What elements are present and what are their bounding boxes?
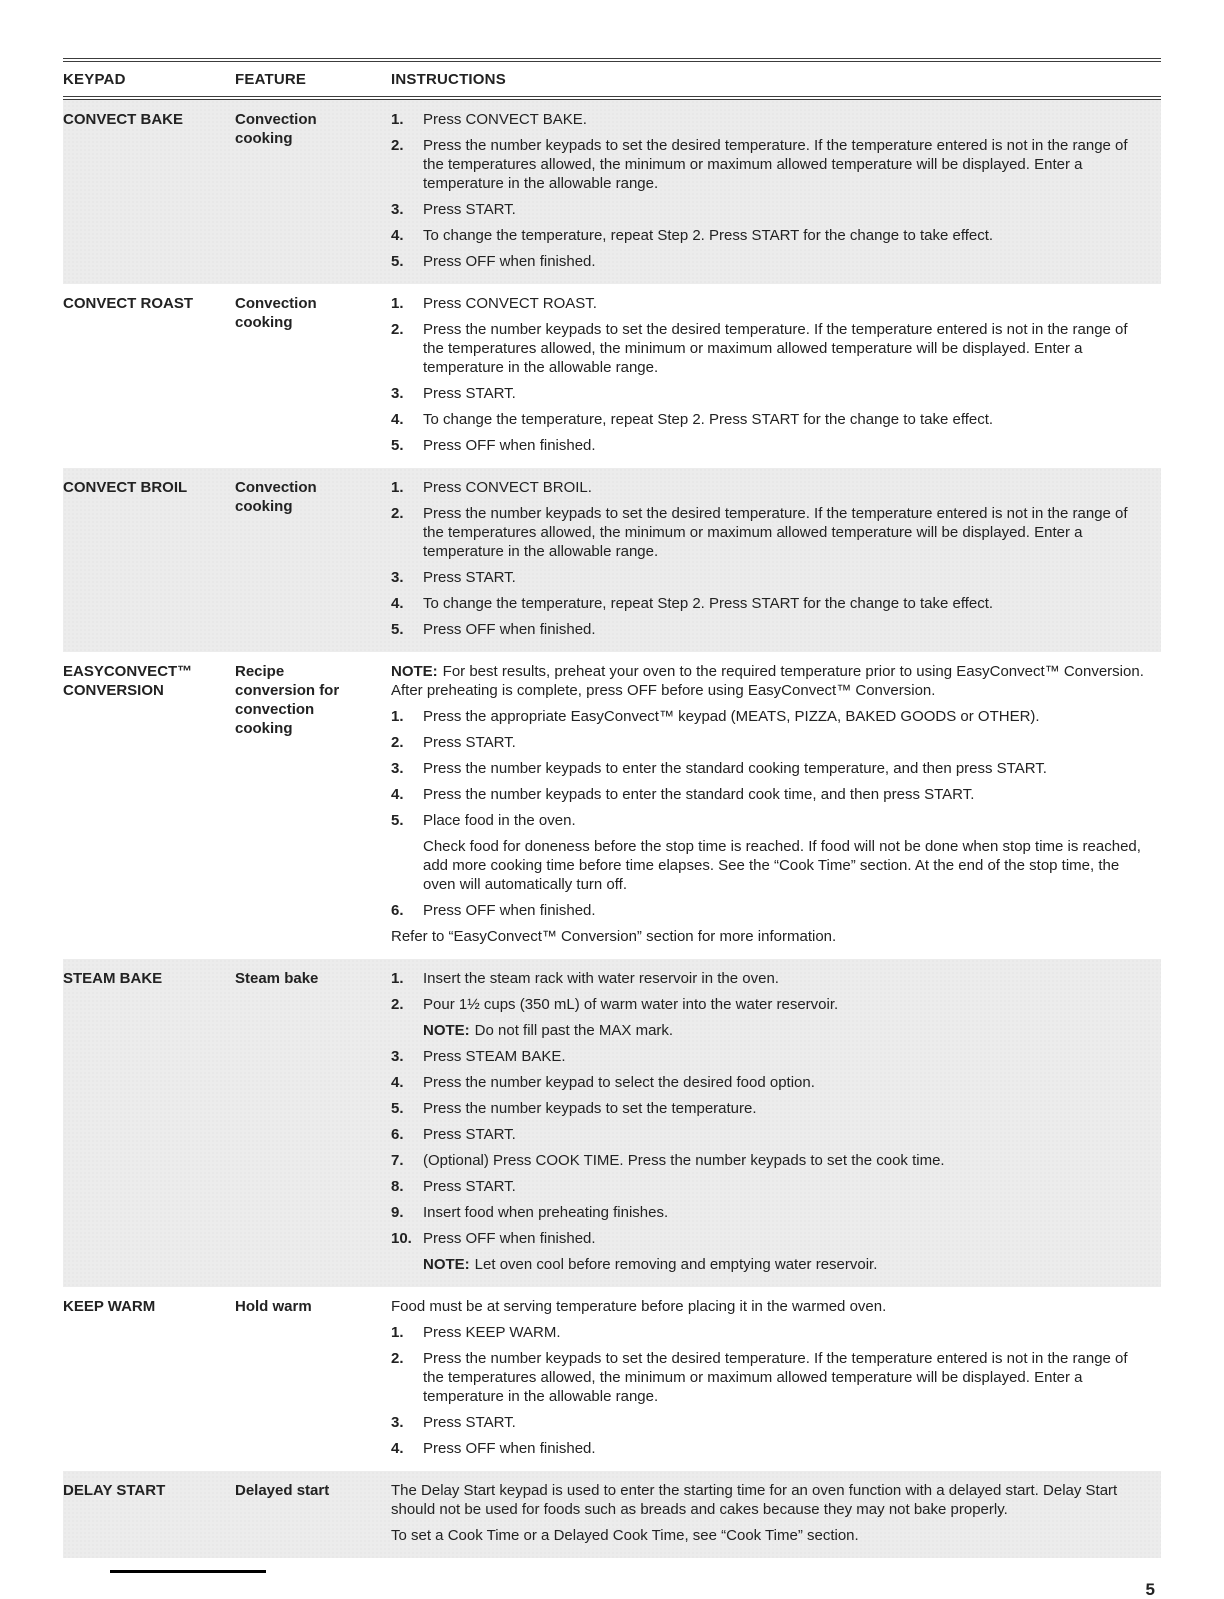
- step-text: Press the number keypads to set the desired temperature. If the temperature entered is not in the range of the temperatures allowed, the minimum or maximum allowed temperature will be displayed. Enter a temperature in the allowable range.: [423, 137, 1128, 192]
- keypad-cell: DELAY START: [63, 1482, 166, 1499]
- step-body: [423, 252, 596, 271]
- table-row: [63, 652, 1161, 959]
- instruction-item: [391, 733, 1151, 752]
- note-label: NOTE:: [423, 1256, 470, 1273]
- instruction-item: [391, 436, 1151, 455]
- step-number: 3.: [391, 1048, 404, 1065]
- step-text: Press OFF when finished.: [423, 902, 596, 919]
- step-body: [423, 1047, 566, 1066]
- step-text: Press the number keypad to select the desired food option.: [423, 1074, 815, 1091]
- instruction-item: [391, 568, 1151, 587]
- instruction-item: [391, 1229, 1151, 1248]
- step-text: To set a Cook Time or a Delayed Cook Time, see “Cook Time” section.: [391, 1527, 859, 1544]
- step-body: [423, 1177, 516, 1196]
- note-label: NOTE:: [391, 663, 438, 680]
- instruction-item: [391, 1047, 1151, 1066]
- step-body: [423, 1099, 757, 1118]
- step-body: [391, 1526, 859, 1545]
- step-number: 2.: [391, 1350, 404, 1367]
- step-text: Press CONVECT ROAST.: [423, 295, 597, 312]
- step-text: Press OFF when finished.: [423, 621, 596, 638]
- instruction-item: [391, 1203, 1151, 1222]
- step-number: 4.: [391, 786, 404, 803]
- step-text: Let oven cool before removing and emptying water reservoir.: [474, 1256, 878, 1273]
- step-text: Press START.: [423, 1414, 516, 1431]
- step-number: 4.: [391, 1074, 404, 1091]
- instruction-item: [391, 785, 1151, 804]
- step-body: [423, 901, 596, 920]
- instruction-item: [391, 1323, 1151, 1342]
- step-number: 4.: [391, 227, 404, 244]
- step-text: Place food in the oven.: [423, 812, 576, 829]
- instruction-item: [391, 759, 1151, 778]
- step-text: Food must be at serving temperature before placing it in the warmed oven.: [391, 1298, 887, 1315]
- step-number: 3.: [391, 760, 404, 777]
- step-number: 7.: [391, 1152, 404, 1169]
- step-number: 3.: [391, 201, 404, 218]
- table-row: [63, 100, 1161, 284]
- step-text: To change the temperature, repeat Step 2. Press START for the change to take effect.: [423, 227, 994, 244]
- step-number: 1.: [391, 295, 404, 312]
- table-row: [63, 959, 1161, 1287]
- step-body: [423, 320, 1151, 377]
- instruction-item: [391, 1297, 1151, 1316]
- step-body: [423, 620, 596, 639]
- keypad-cell: STEAM BAKE: [63, 970, 163, 987]
- step-text: Press CONVECT BAKE.: [423, 111, 587, 128]
- step-body: [423, 1021, 673, 1040]
- feature-cell: Delayed start: [235, 1482, 330, 1499]
- table-row: [63, 284, 1161, 468]
- instruction-item: [391, 1526, 1151, 1545]
- instruction-item: [391, 811, 1151, 830]
- instruction-item: [391, 226, 1151, 245]
- instruction-item: [423, 1255, 1151, 1274]
- step-number: 1.: [391, 1324, 404, 1341]
- step-text: Press START.: [423, 385, 516, 402]
- step-text: Do not fill past the MAX mark.: [474, 1022, 674, 1039]
- feature-cell: Convection cooking: [235, 479, 317, 515]
- step-body: [423, 969, 779, 988]
- feature-cell: Convection cooking: [235, 295, 317, 331]
- step-body: [423, 226, 993, 245]
- step-text: Press the number keypads to set the desired temperature. If the temperature entered is not in the range of the temperatures allowed, the minimum or maximum allowed temperature will be displayed. Enter a temperature in the allowable range.: [423, 321, 1128, 376]
- instruction-item: [391, 504, 1151, 561]
- keypad-cell: KEEP WARM: [63, 1298, 156, 1315]
- step-number: 2.: [391, 734, 404, 751]
- table-body: [63, 100, 1161, 1558]
- step-body: [423, 1439, 596, 1458]
- step-text: (Optional) Press COOK TIME. Press the number keypads to set the cook time.: [423, 1152, 945, 1169]
- step-body: [423, 410, 993, 429]
- step-body: [423, 707, 1040, 726]
- instruction-item: [391, 1151, 1151, 1170]
- step-body: [423, 294, 597, 313]
- instructions-cell: [391, 1471, 1161, 1558]
- keypad-cell: CONVECT BROIL: [63, 479, 188, 496]
- instruction-item: [391, 901, 1151, 920]
- footer-rule: [110, 1570, 266, 1573]
- step-text: Press OFF when finished.: [423, 1440, 596, 1457]
- step-body: [423, 436, 596, 455]
- instructions-cell: [391, 1287, 1161, 1471]
- instruction-item: [391, 1481, 1151, 1519]
- step-number: 1.: [391, 708, 404, 725]
- instruction-item: [423, 837, 1151, 894]
- instruction-item: [391, 707, 1151, 726]
- step-text: Press OFF when finished.: [423, 253, 596, 270]
- instruction-item: [391, 1349, 1151, 1406]
- step-text: Press the number keypads to set the desired temperature. If the temperature entered is not in the range of the temperatures allowed, the minimum or maximum allowed temperature will be displayed. Enter a temperature in the allowable range.: [423, 1350, 1128, 1405]
- instruction-item: [391, 969, 1151, 988]
- instruction-item: [391, 1073, 1151, 1092]
- instruction-item: [391, 927, 1151, 946]
- instruction-item: [391, 478, 1151, 497]
- step-body: [391, 927, 836, 946]
- instruction-item: [391, 410, 1151, 429]
- column-header-keypad: KEYPAD: [63, 71, 126, 88]
- step-body: [423, 110, 587, 129]
- instruction-item: [391, 294, 1151, 313]
- step-number: 5.: [391, 812, 404, 829]
- step-body: [423, 478, 592, 497]
- step-body: [423, 733, 516, 752]
- note-label: NOTE:: [423, 1022, 470, 1039]
- step-number: 6.: [391, 902, 404, 919]
- step-body: [423, 837, 1151, 894]
- instruction-item: [391, 1439, 1151, 1458]
- instructions-cell: [391, 959, 1161, 1287]
- step-number: 5.: [391, 1100, 404, 1117]
- step-body: [423, 995, 838, 1014]
- step-body: [423, 136, 1151, 193]
- step-text: Press OFF when finished.: [423, 1230, 596, 1247]
- step-text: Press the number keypads to enter the standard cooking temperature, and then press START.: [423, 760, 1047, 777]
- table-row: [63, 1471, 1161, 1558]
- step-number: 3.: [391, 569, 404, 586]
- instruction-item: [391, 384, 1151, 403]
- step-body: [423, 1073, 815, 1092]
- step-body: [423, 568, 516, 587]
- step-number: 4.: [391, 595, 404, 612]
- page-number: 5: [1145, 1580, 1155, 1599]
- table-header: [63, 62, 1161, 96]
- instruction-item: [391, 1099, 1151, 1118]
- step-text: Press KEEP WARM.: [423, 1324, 561, 1341]
- step-body: [423, 200, 516, 219]
- instructions-cell: [391, 284, 1161, 468]
- step-text: To change the temperature, repeat Step 2. Press START for the change to take effect.: [423, 411, 994, 428]
- step-text: Press the number keypads to enter the standard cook time, and then press START.: [423, 786, 975, 803]
- feature-cell: Convection cooking: [235, 111, 317, 147]
- instruction-item: [391, 320, 1151, 377]
- step-text: Press START.: [423, 734, 516, 751]
- step-number: 3.: [391, 1414, 404, 1431]
- instructions-cell: [391, 100, 1161, 284]
- step-number: 4.: [391, 1440, 404, 1457]
- step-body: [423, 759, 1047, 778]
- step-body: [391, 662, 1151, 700]
- step-text: The Delay Start keypad is used to enter the starting time for an oven function with a delayed start. Delay Start should not be used for foods such as breads and cakes because they may not bake properly.: [391, 1482, 1118, 1518]
- instructions-cell: [391, 652, 1161, 959]
- instruction-item: [391, 620, 1151, 639]
- step-text: Press STEAM BAKE.: [423, 1048, 566, 1065]
- step-body: [423, 1255, 877, 1274]
- step-text: Insert food when preheating finishes.: [423, 1204, 669, 1221]
- column-header-feature: FEATURE: [235, 71, 307, 88]
- step-number: 10.: [391, 1230, 412, 1247]
- step-body: [423, 1203, 668, 1222]
- step-number: 1.: [391, 970, 404, 987]
- step-body: [423, 1323, 561, 1342]
- step-text: Press START.: [423, 1178, 516, 1195]
- keypad-cell: CONVECT ROAST: [63, 295, 194, 312]
- step-number: 5.: [391, 621, 404, 638]
- step-text: Press START.: [423, 201, 516, 218]
- instruction-item: [391, 252, 1151, 271]
- keypad-cell: EASYCONVECT™ CONVERSION: [63, 663, 193, 699]
- step-text: For best results, preheat your oven to the required temperature prior to using EasyConvect™ Conversion. After preheating is complete, press OFF before using EasyConvect™ Conversion.: [391, 663, 1144, 699]
- instruction-item: [391, 1413, 1151, 1432]
- step-number: 3.: [391, 385, 404, 402]
- step-number: 8.: [391, 1178, 404, 1195]
- step-number: 5.: [391, 253, 404, 270]
- step-text: Press START.: [423, 569, 516, 586]
- step-body: [423, 384, 516, 403]
- step-number: 2.: [391, 321, 404, 338]
- step-body: [423, 1125, 516, 1144]
- step-body: [423, 594, 993, 613]
- instructions-cell: [391, 468, 1161, 652]
- step-text: To change the temperature, repeat Step 2. Press START for the change to take effect.: [423, 595, 994, 612]
- step-text: Press OFF when finished.: [423, 437, 596, 454]
- table-row: [63, 1287, 1161, 1471]
- step-text: Refer to “EasyConvect™ Conversion” section for more information.: [391, 928, 837, 945]
- step-number: 4.: [391, 411, 404, 428]
- step-body: [423, 811, 576, 830]
- instruction-item: [391, 136, 1151, 193]
- table-row: [63, 468, 1161, 652]
- step-number: 5.: [391, 437, 404, 454]
- step-number: 2.: [391, 137, 404, 154]
- instruction-item: [391, 1125, 1151, 1144]
- step-text: Press the number keypads to set the desired temperature. If the temperature entered is not in the range of the temperatures allowed, the minimum or maximum allowed temperature will be displayed. Enter a temperature in the allowable range.: [423, 505, 1128, 560]
- step-body: [423, 1413, 516, 1432]
- step-number: 2.: [391, 996, 404, 1013]
- step-number: 6.: [391, 1126, 404, 1143]
- step-text: Press the appropriate EasyConvect™ keypad (MEATS, PIZZA, BAKED GOODS or OTHER).: [423, 708, 1040, 725]
- instruction-item: [391, 1177, 1151, 1196]
- column-header-instructions: INSTRUCTIONS: [391, 71, 506, 88]
- instruction-item: [423, 1021, 1151, 1040]
- step-number: 1.: [391, 479, 404, 496]
- step-text: Check food for doneness before the stop time is reached. If food will not be done when stop time is reached, add more cooking time before time elapses. See the “Cook Time” section. At the end of the stop time, the oven will automatically turn off.: [423, 838, 1141, 893]
- step-body: [423, 1229, 596, 1248]
- instruction-item: [391, 594, 1151, 613]
- step-number: 1.: [391, 111, 404, 128]
- feature-cell: Steam bake: [235, 970, 319, 987]
- step-body: [391, 1481, 1151, 1519]
- feature-cell: Hold warm: [235, 1298, 312, 1315]
- step-text: Pour 1½ cups (350 mL) of warm water into the water reservoir.: [423, 996, 839, 1013]
- feature-cell: Recipe conversion for convection cooking: [235, 663, 340, 737]
- step-text: Press CONVECT BROIL.: [423, 479, 592, 496]
- keypad-cell: CONVECT BAKE: [63, 111, 184, 128]
- instruction-item: [391, 662, 1151, 700]
- step-body: [423, 1349, 1151, 1406]
- step-text: Press START.: [423, 1126, 516, 1143]
- step-text: Insert the steam rack with water reservoir in the oven.: [423, 970, 779, 987]
- step-body: [423, 1151, 945, 1170]
- step-number: 2.: [391, 505, 404, 522]
- step-text: Press the number keypads to set the temperature.: [423, 1100, 757, 1117]
- step-body: [423, 504, 1151, 561]
- step-body: [423, 785, 974, 804]
- instruction-item: [391, 200, 1151, 219]
- step-body: [391, 1297, 886, 1316]
- instruction-item: [391, 110, 1151, 129]
- step-number: 9.: [391, 1204, 404, 1221]
- instruction-item: [391, 995, 1151, 1014]
